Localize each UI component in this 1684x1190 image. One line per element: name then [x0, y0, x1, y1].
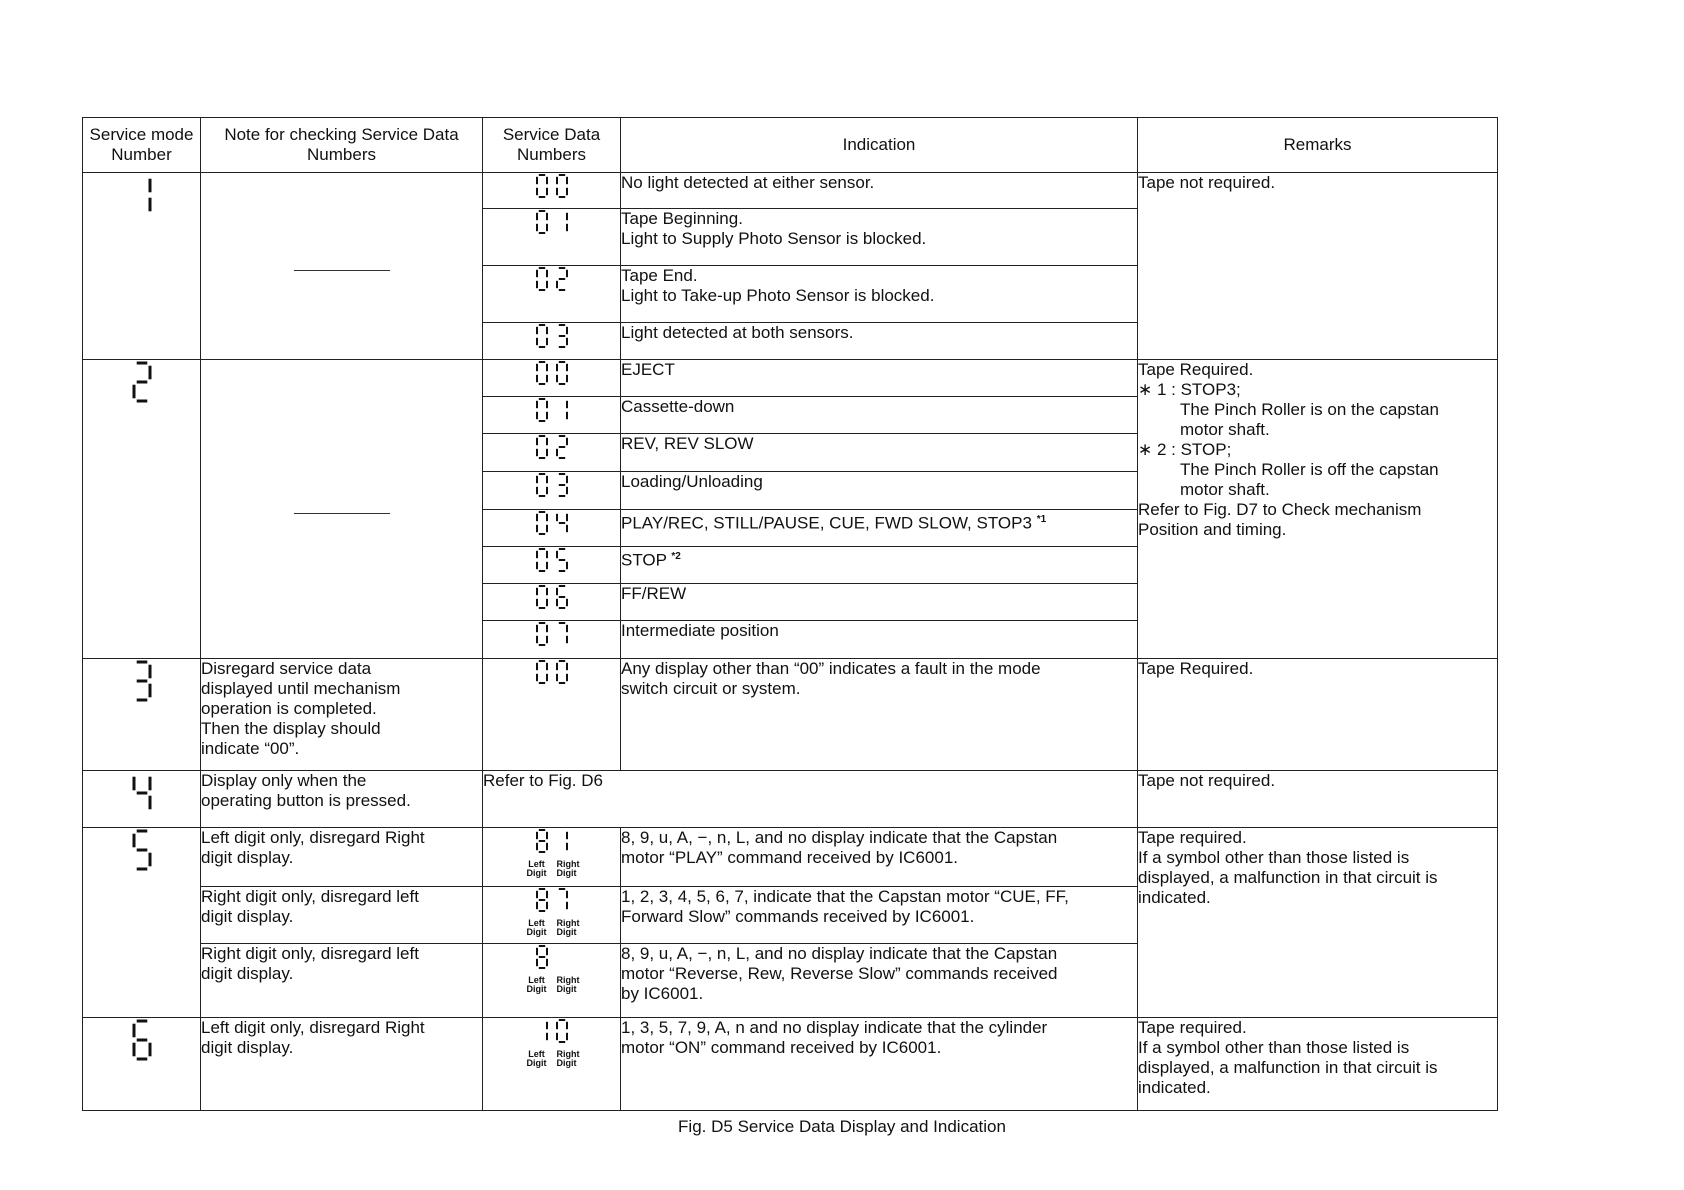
note-blank [201, 173, 483, 360]
seven-segment-digit [555, 828, 569, 854]
service-code [483, 472, 621, 510]
seven-segment-digit [555, 659, 569, 685]
service-code [483, 510, 621, 547]
code-digit [555, 887, 569, 918]
code-digit [535, 887, 549, 918]
mode-digit-display [131, 659, 153, 703]
seven-segment-digit [535, 434, 549, 460]
indication-text: FF/REW [621, 584, 1138, 621]
header-note: Note for checking Service Data Numbers [201, 118, 483, 173]
code-digit [555, 323, 569, 354]
seven-segment-digit [555, 547, 569, 573]
seven-segment-digit [131, 1018, 153, 1062]
note-text: Right digit only, disregard left digit display. [201, 944, 483, 1018]
code-digit [535, 209, 549, 240]
code-digit [535, 1018, 549, 1049]
seven-segment-digit [555, 434, 569, 460]
remarks-text: Tape Required. ∗ 1 : STOP3; The Pinch Roller is on the capstan motor shaft. ∗ 2 : STOP; The Pinch Roller is off the capstan motor shaft. Refer to Fig. D7 to Check mechanism Position and timing. [1138, 360, 1498, 659]
mode-number-5 [83, 828, 201, 1018]
service-code [483, 547, 621, 584]
mode-digit-display [131, 828, 153, 872]
code-digit [555, 944, 569, 975]
table-row [83, 828, 1498, 887]
code-digit [535, 944, 549, 975]
seven-segment-digit [535, 323, 549, 349]
code-digit [555, 828, 569, 859]
note-text: Left digit only, disregard Right digit display. [201, 1018, 483, 1111]
note-text: Disregard service data displayed until mechanism operation is completed. Then the display should indicate “00”. [201, 659, 483, 771]
seven-segment-digit [131, 173, 153, 217]
mode-digit-display [131, 173, 153, 217]
header-remarks: Remarks [1138, 118, 1498, 173]
header-indication: Indication [621, 118, 1138, 173]
indication-text: 1, 2, 3, 4, 5, 6, 7, indicate that the Capstan motor “CUE, FF, Forward Slow” commands received by IC6001. [621, 887, 1138, 944]
code-digit [555, 360, 569, 391]
note-blank [201, 360, 483, 659]
seven-segment-digit [555, 472, 569, 498]
footnote-mark: *2 [671, 551, 681, 562]
service-code [483, 397, 621, 434]
right-digit-label: Right Digit [556, 1049, 580, 1068]
seven-segment-digit [555, 173, 569, 199]
code-digit [555, 266, 569, 297]
left-digit-label: Left Digit [526, 859, 547, 878]
figure-caption: Fig. D5 Service Data Display and Indication [678, 1117, 1006, 1136]
service-code [483, 659, 621, 771]
remarks-text: Tape required. If a symbol other than those listed is displayed, a malfunction in that circuit is indicated. [1138, 828, 1498, 1018]
seven-segment-digit [535, 266, 549, 292]
mode-digit-display [131, 1018, 153, 1062]
service-code [483, 434, 621, 472]
code-digit [535, 547, 549, 578]
code-digit [535, 360, 549, 391]
code-digit [535, 510, 549, 541]
seven-segment-digit [535, 510, 549, 536]
table-row [83, 1018, 1498, 1111]
seven-segment-digit [535, 944, 549, 970]
indication-text: Tape Beginning. Light to Supply Photo Sensor is blocked. [621, 209, 1138, 266]
indication-text: Loading/Unloading [621, 472, 1138, 510]
code-digit [535, 323, 549, 354]
service-code [483, 1018, 621, 1111]
indication-text: No light detected at either sensor. [621, 173, 1138, 209]
code-digit [555, 659, 569, 690]
service-data-table [82, 117, 1498, 1111]
service-code [483, 360, 621, 397]
code-digit [535, 659, 549, 690]
seven-segment-digit [555, 621, 569, 647]
code-digit [535, 173, 549, 204]
code-digit [555, 173, 569, 204]
seven-segment-digit [555, 360, 569, 386]
seven-segment-digit [555, 510, 569, 536]
note-text: Left digit only, disregard Right digit display. [201, 828, 483, 887]
seven-segment-digit [555, 323, 569, 349]
service-code [483, 266, 621, 323]
code-digit [535, 266, 549, 297]
service-code [483, 887, 621, 944]
remarks-text: Tape not required. [1138, 771, 1498, 828]
seven-segment-digit [535, 547, 549, 573]
note-text: Right digit only, disregard left digit display. [201, 887, 483, 944]
service-code [483, 209, 621, 266]
table-row [83, 360, 1498, 397]
service-code [483, 828, 621, 887]
digit-labels [526, 859, 580, 878]
indication-text: Light detected at both sensors. [621, 323, 1138, 360]
indication-text: Intermediate position [621, 621, 1138, 659]
dash-line [294, 270, 390, 271]
remarks-text: Tape not required. [1138, 173, 1498, 360]
mode-digit-display [131, 360, 153, 404]
seven-segment-digit [535, 621, 549, 647]
seven-segment-digit [555, 584, 569, 610]
seven-segment-digit [535, 887, 549, 913]
seven-segment-digit [535, 397, 549, 423]
left-digit-label: Left Digit [526, 918, 547, 937]
seven-segment-digit [131, 828, 153, 872]
digit-labels [526, 1049, 580, 1068]
seven-segment-digit [535, 173, 549, 199]
right-digit-label: Right Digit [556, 975, 580, 994]
seven-segment-digit [535, 360, 549, 386]
service-code [483, 944, 621, 1018]
seven-segment-digit [555, 1018, 569, 1044]
seven-segment-digit [535, 209, 549, 235]
seven-segment-digit [131, 659, 153, 703]
right-digit-label: Right Digit [556, 918, 580, 937]
mode-number-6 [83, 1018, 201, 1111]
code-digit [535, 828, 549, 859]
table-row [83, 173, 1498, 209]
seven-segment-digit [555, 266, 569, 292]
seven-segment-digit [535, 584, 549, 610]
seven-segment-digit [535, 659, 549, 685]
mode-number-1 [83, 173, 201, 360]
left-digit-label: Left Digit [526, 1049, 547, 1068]
code-digit [555, 472, 569, 503]
seven-segment-digit [535, 828, 549, 854]
mode-number-3 [83, 659, 201, 771]
header-row [83, 118, 1498, 173]
mode-number-4 [83, 771, 201, 828]
indication-text: REV, REV SLOW [621, 434, 1138, 472]
code-digit [535, 472, 549, 503]
service-code [483, 173, 621, 209]
code-digit [555, 1018, 569, 1049]
seven-segment-digit [555, 887, 569, 913]
table-row [83, 659, 1498, 771]
indication-text: 1, 3, 5, 7, 9, A, n and no display indicate that the cylinder motor “ON” command received by IC6001. [621, 1018, 1138, 1111]
indication-text: 8, 9, u, A, −, n, L, and no display indicate that the Capstan motor “Reverse, Rew, Reverse Slow” commands received by IC6001. [621, 944, 1138, 1018]
code-digit [555, 397, 569, 428]
remarks-text: Tape required. If a symbol other than those listed is displayed, a malfunction in that circuit is indicated. [1138, 1018, 1498, 1111]
code-digit [535, 621, 549, 652]
code-digit [535, 397, 549, 428]
dash-line [294, 513, 390, 514]
code-digit [555, 584, 569, 615]
indication-text: STOP $^{*2}$ [621, 547, 1138, 584]
refer-text: Refer to Fig. D6 [483, 771, 1138, 828]
service-code [483, 584, 621, 621]
code-digit [555, 621, 569, 652]
code-digit [535, 584, 549, 615]
code-digit [555, 547, 569, 578]
mode-number-2 [83, 360, 201, 659]
header-mode: Service mode Number [83, 118, 201, 173]
indication-text: 8, 9, u, A, −, n, L, and no display indicate that the Capstan motor “PLAY” command received by IC6001. [621, 828, 1138, 887]
header-data: Service Data Numbers [483, 118, 621, 173]
remarks-text: Tape Required. [1138, 659, 1498, 771]
mode-digit-display [131, 771, 153, 815]
code-digit [555, 434, 569, 465]
table-row [83, 771, 1498, 828]
seven-segment-digit [131, 360, 153, 404]
footnote-mark: *1 [1036, 514, 1047, 525]
seven-segment-digit [131, 771, 153, 815]
service-code [483, 621, 621, 659]
service-code [483, 323, 621, 360]
code-digit [555, 209, 569, 240]
code-digit [555, 510, 569, 541]
seven-segment-digit [555, 397, 569, 423]
left-digit-label: Left Digit [526, 975, 547, 994]
indication-text: Any display other than “00” indicates a fault in the mode switch circuit or system. [621, 659, 1138, 771]
indication-text: Tape End. Light to Take-up Photo Sensor is blocked. [621, 266, 1138, 323]
digit-labels [526, 975, 580, 994]
indication-text: Cassette-down [621, 397, 1138, 434]
indication-text: EJECT [621, 360, 1138, 397]
note-text: Display only when the operating button is pressed. [201, 771, 483, 828]
seven-segment-digit [555, 209, 569, 235]
digit-labels [526, 918, 580, 937]
seven-segment-digit [535, 472, 549, 498]
indication-text: PLAY/REC, STILL/PAUSE, CUE, FWD SLOW, STOP3 $^{*1}$ [621, 510, 1138, 547]
right-digit-label: Right Digit [556, 859, 580, 878]
seven-segment-digit [535, 1018, 549, 1044]
code-digit [535, 434, 549, 465]
